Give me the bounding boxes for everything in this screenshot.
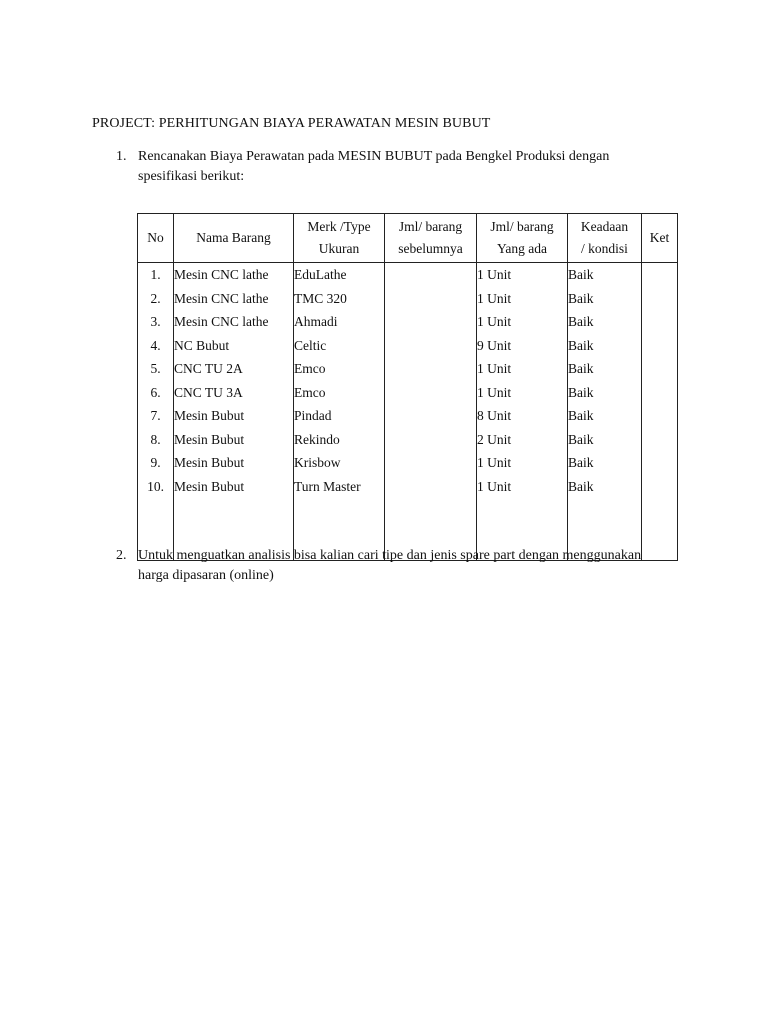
cell-ket [642, 451, 678, 475]
table-row [138, 263, 678, 287]
cell-jml-ada: 1 Unit [477, 381, 568, 405]
list-item-2-number: 2. [116, 548, 127, 563]
cell-nama-barang: Mesin Bubut [174, 428, 294, 452]
table-row [138, 451, 678, 475]
cell-jml-ada: 9 Unit [477, 334, 568, 358]
document-title: PROJECT: PERHITUNGAN BIAYA PERAWATAN MESIN BUBUT [92, 116, 491, 131]
cell-keadaan: Baik [568, 287, 642, 311]
cell-jml-ada: 1 Unit [477, 451, 568, 475]
cell-no: 10. [138, 475, 174, 499]
cell-merk-type: Pindad [294, 404, 385, 428]
cell-merk-type: Rekindo [294, 428, 385, 452]
cell-ket [642, 287, 678, 311]
list-item-1-number: 1. [116, 149, 127, 164]
cell-jml-ada: 1 Unit [477, 310, 568, 334]
table-row [138, 310, 678, 334]
cell-keadaan: Baik [568, 451, 642, 475]
cell-jml-sebelumnya [385, 334, 477, 358]
cell-nama-barang: CNC TU 2A [174, 357, 294, 381]
cell-merk-type: Turn Master [294, 475, 385, 499]
cell-jml-ada: 1 Unit [477, 475, 568, 499]
cell-merk-type: Ahmadi [294, 310, 385, 334]
cell-no: 2. [138, 287, 174, 311]
cell-merk-type: Krisbow [294, 451, 385, 475]
cell-ket [642, 263, 678, 287]
header-merk-type: Merk /Type Ukuran [294, 214, 385, 263]
cell-keadaan: Baik [568, 263, 642, 287]
cell-ket [642, 428, 678, 452]
cell-jml-sebelumnya [385, 428, 477, 452]
cell-jml-sebelumnya [385, 451, 477, 475]
cell-jml-sebelumnya [385, 310, 477, 334]
cell-keadaan: Baik [568, 475, 642, 499]
header-jml-sebelumnya: Jml/ barang sebelumnya [385, 214, 477, 263]
cell-jml-ada: 1 Unit [477, 263, 568, 287]
equipment-table [137, 213, 678, 561]
cell-ket [642, 475, 678, 499]
header-no: No [138, 214, 174, 263]
cell-merk-type: EduLathe [294, 263, 385, 287]
table-body [138, 263, 678, 561]
cell-merk-type: Celtic [294, 334, 385, 358]
cell-no: 5. [138, 357, 174, 381]
cell-jml-sebelumnya [385, 263, 477, 287]
cell-merk-type: Emco [294, 357, 385, 381]
cell-ket [642, 381, 678, 405]
table-row [138, 357, 678, 381]
table-row [138, 428, 678, 452]
cell-keadaan: Baik [568, 357, 642, 381]
table-row [138, 475, 678, 499]
header-keadaan: Keadaan / kondisi [568, 214, 642, 263]
cell-nama-barang: Mesin CNC lathe [174, 263, 294, 287]
cell-no: 8. [138, 428, 174, 452]
cell-jml-sebelumnya [385, 404, 477, 428]
cell-no: 3. [138, 310, 174, 334]
cell-no: 6. [138, 381, 174, 405]
header-ket: Ket [642, 214, 678, 263]
cell-jml-sebelumnya [385, 287, 477, 311]
cell-jml-sebelumnya [385, 475, 477, 499]
cell-keadaan: Baik [568, 334, 642, 358]
cell-nama-barang: Mesin Bubut [174, 451, 294, 475]
cell-no: 9. [138, 451, 174, 475]
cell-jml-ada: 8 Unit [477, 404, 568, 428]
cell-keadaan: Baik [568, 310, 642, 334]
cell-keadaan: Baik [568, 428, 642, 452]
cell-no: 7. [138, 404, 174, 428]
cell-ket [642, 357, 678, 381]
cell-jml-sebelumnya [385, 381, 477, 405]
cell-nama-barang: Mesin Bubut [174, 475, 294, 499]
cell-no: 1. [138, 263, 174, 287]
cell-keadaan: Baik [568, 381, 642, 405]
cell-jml-ada: 1 Unit [477, 357, 568, 381]
cell-nama-barang: Mesin CNC lathe [174, 287, 294, 311]
cell-nama-barang: Mesin CNC lathe [174, 310, 294, 334]
table-row [138, 287, 678, 311]
table-row [138, 404, 678, 428]
list-item-2-text: Untuk menguatkan analisis bisa kalian cari tipe dan jenis spare part dengan menggunakan harga dipasaran (online) [138, 548, 642, 583]
table-row [138, 381, 678, 405]
cell-jml-ada: 1 Unit [477, 287, 568, 311]
table-header-row [138, 214, 678, 263]
cell-jml-sebelumnya [385, 357, 477, 381]
cell-merk-type: Emco [294, 381, 385, 405]
cell-ket [642, 310, 678, 334]
cell-nama-barang: CNC TU 3A [174, 381, 294, 405]
cell-nama-barang: Mesin Bubut [174, 404, 294, 428]
table-row [138, 334, 678, 358]
list-item-1-text: Rencanakan Biaya Perawatan pada MESIN BUBUT pada Bengkel Produksi dengan spesifikasi berikut: [138, 149, 610, 184]
cell-keadaan: Baik [568, 404, 642, 428]
cell-jml-ada: 2 Unit [477, 428, 568, 452]
header-nama-barang: Nama Barang [174, 214, 294, 263]
cell-ket [642, 334, 678, 358]
cell-ket [642, 404, 678, 428]
header-jml-ada: Jml/ barang Yang ada [477, 214, 568, 263]
cell-merk-type: TMC 320 [294, 287, 385, 311]
cell-nama-barang: NC Bubut [174, 334, 294, 358]
cell-no: 4. [138, 334, 174, 358]
